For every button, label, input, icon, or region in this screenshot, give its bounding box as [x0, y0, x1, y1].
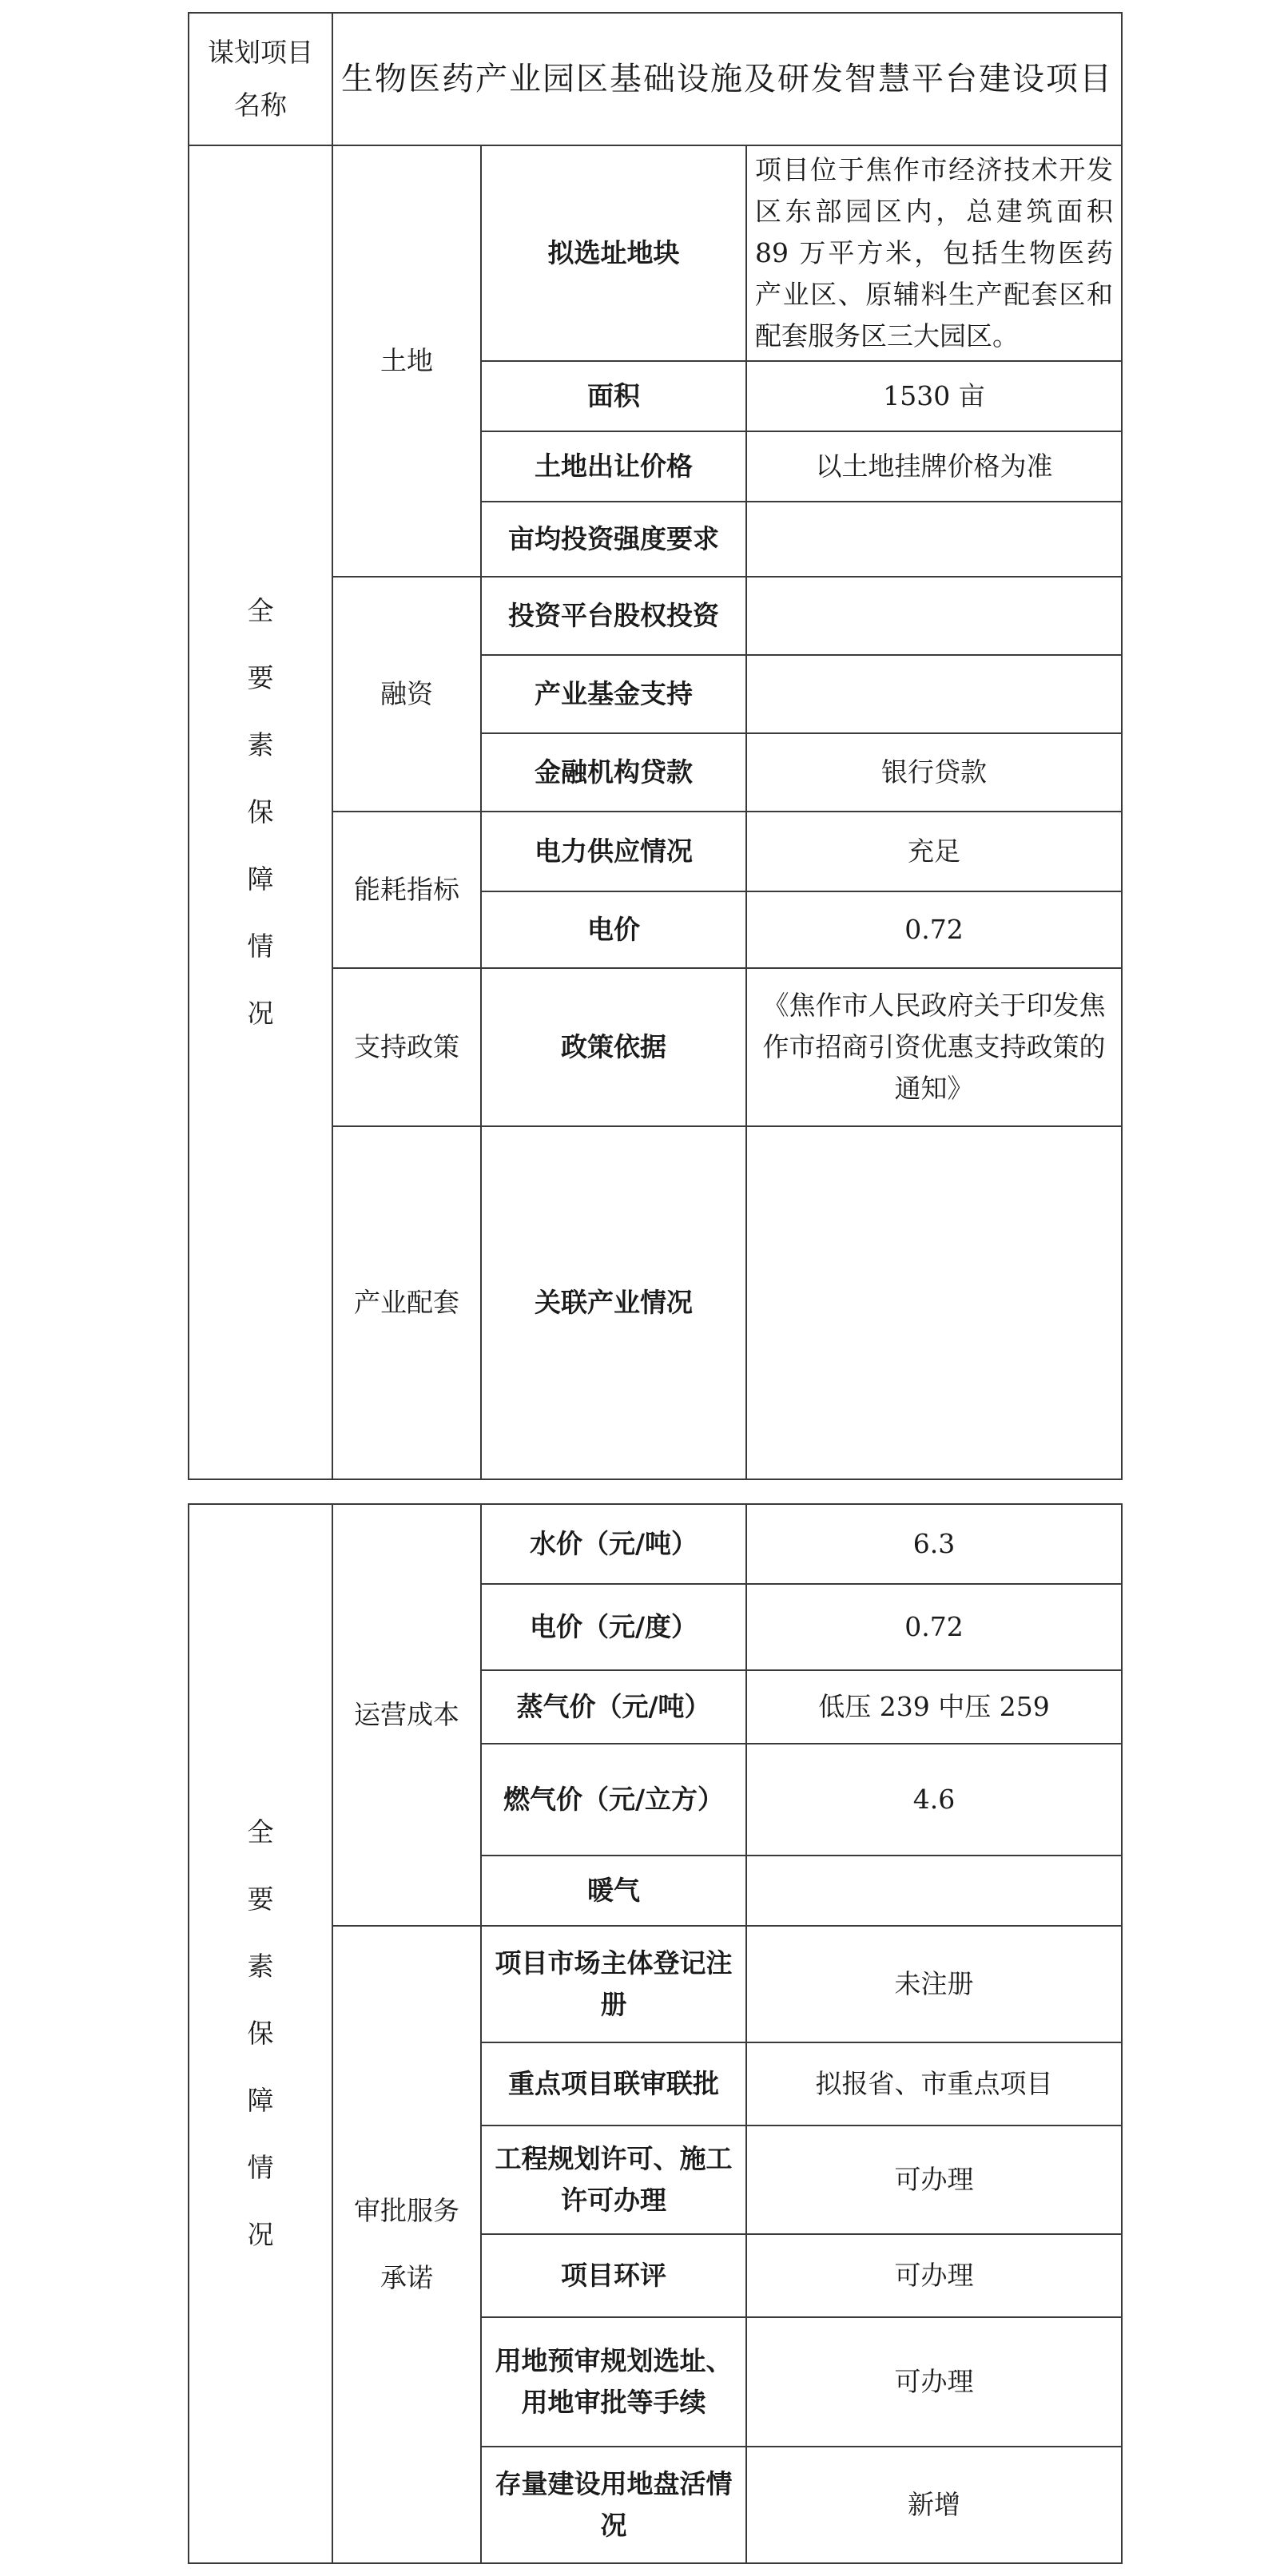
row-value-loan: 银行贷款: [746, 733, 1122, 812]
row-label-power-supply: 电力供应情况: [481, 812, 746, 891]
row-label-stock-land: 存量建设用地盘活情况: [481, 2447, 746, 2563]
row-label-planning-permit: 工程规划许可、施工许可办理: [481, 2125, 746, 2234]
project-name-value: 生物医药产业园区基础设施及研发智慧平台建设项目: [332, 13, 1122, 145]
row-value-water-price: 6.3: [746, 1504, 1122, 1584]
row-value-fund: [746, 655, 1122, 733]
row-label-fund: 产业基金支持: [481, 655, 746, 733]
category-operating-cost: 运营成本: [332, 1504, 481, 1926]
category-land: 土地: [332, 145, 481, 577]
row-value-electricity-price: 0.72: [746, 891, 1122, 968]
row-label-eia: 项目环评: [481, 2234, 746, 2317]
row-value-planning-permit: 可办理: [746, 2125, 1122, 2234]
project-name-label: 谋划项目名称: [189, 13, 332, 145]
row-value-site: 项目位于焦作市经济技术开发区东部园区内，总建筑面积 89 万平方米，包括生物医药产业区、原辅料生产配套区和配套服务区三大园区。: [746, 145, 1122, 361]
row-value-power-price: 0.72: [746, 1584, 1122, 1670]
row-value-eia: 可办理: [746, 2234, 1122, 2317]
category-finance: 融资: [332, 577, 481, 812]
element-guarantee-table-1: [188, 12, 1123, 1480]
row-value-stock-land: 新增: [746, 2447, 1122, 2563]
row-label-policy-basis: 政策依据: [481, 968, 746, 1126]
row-value-joint-review: 拟报省、市重点项目: [746, 2042, 1122, 2125]
row-label-power-price: 电价（元/度）: [481, 1584, 746, 1670]
category-policy: 支持政策: [332, 968, 481, 1126]
row-label-gas-price: 燃气价（元/立方）: [481, 1744, 746, 1856]
category-energy: 能耗指标: [332, 812, 481, 968]
row-label-water-price: 水价（元/吨）: [481, 1504, 746, 1584]
row-value-area: 1530 亩: [746, 361, 1122, 431]
row-label-steam-price: 蒸气价（元/吨）: [481, 1670, 746, 1744]
row-value-registration: 未注册: [746, 1926, 1122, 2042]
side-label-all-elements-2: 全 要 素 保 障 情 况: [189, 1504, 332, 2563]
row-label-land-price: 土地出让价格: [481, 431, 746, 502]
side-label-all-elements: 全 要 素 保 障 情 况: [189, 145, 332, 1479]
element-guarantee-table-2: [188, 1503, 1123, 2564]
row-label-land-pre-review: 用地预审规划选址、用地审批等手续: [481, 2317, 746, 2447]
category-industry: 产业配套: [332, 1126, 481, 1479]
row-value-heating: [746, 1856, 1122, 1926]
row-value-land-price: 以土地挂牌价格为准: [746, 431, 1122, 502]
row-value-investment-intensity: [746, 502, 1122, 577]
row-value-steam-price: 低压 239 中压 259: [746, 1670, 1122, 1744]
row-value-related-industry: [746, 1126, 1122, 1479]
row-label-electricity-price: 电价: [481, 891, 746, 968]
row-label-area: 面积: [481, 361, 746, 431]
row-label-site: 拟选址地块: [481, 145, 746, 361]
row-value-policy-basis: 《焦作市人民政府关于印发焦作市招商引资优惠支持政策的通知》: [746, 968, 1122, 1126]
row-label-investment-intensity: 亩均投资强度要求: [481, 502, 746, 577]
row-value-power-supply: 充足: [746, 812, 1122, 891]
row-value-land-pre-review: 可办理: [746, 2317, 1122, 2447]
row-label-heating: 暖气: [481, 1856, 746, 1926]
row-label-equity: 投资平台股权投资: [481, 577, 746, 655]
row-label-loan: 金融机构贷款: [481, 733, 746, 812]
row-label-related-industry: 关联产业情况: [481, 1126, 746, 1479]
row-value-gas-price: 4.6: [746, 1744, 1122, 1856]
row-value-equity: [746, 577, 1122, 655]
row-label-registration: 项目市场主体登记注册: [481, 1926, 746, 2042]
row-label-joint-review: 重点项目联审联批: [481, 2042, 746, 2125]
category-approval: 审批服务承诺: [332, 1926, 481, 2563]
